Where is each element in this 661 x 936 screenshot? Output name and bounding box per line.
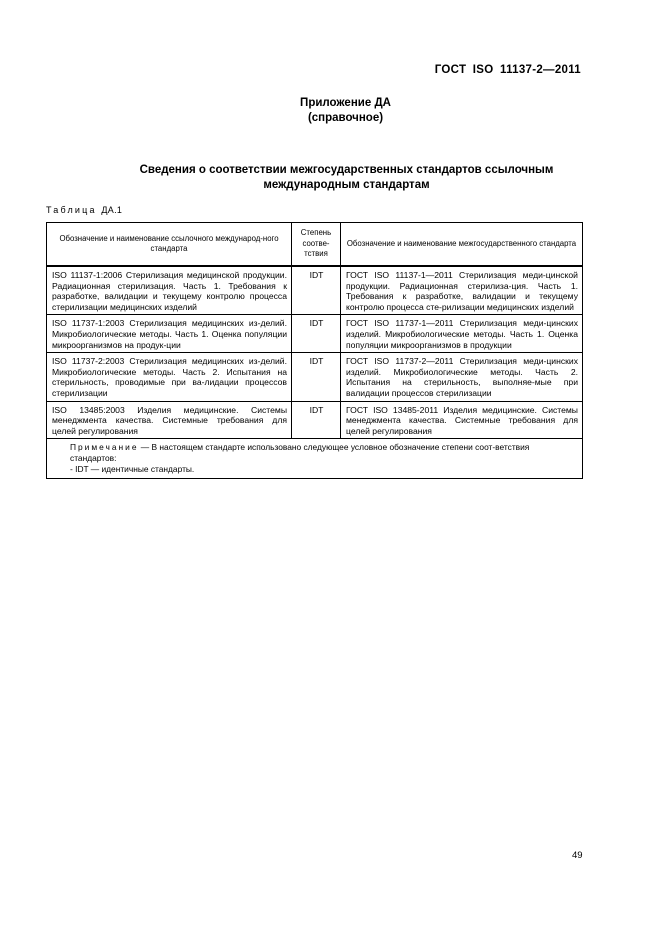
section-title-line1: Сведения о соответствии межгосударственных стандартов ссылочным — [139, 164, 554, 176]
document-code: ГОСТ ISO 11137-2—2011 — [434, 64, 581, 76]
page-number: 49 — [572, 850, 583, 861]
degree-cell: IDT — [292, 266, 341, 315]
international-standard-cell: ISO 13485:2003 Изделия медицинские. Системы менеджмента качества. Системные требования для целей регулирования — [47, 401, 292, 439]
header-interstate-standard: Обозначение и наименование межгосударственного стандарта — [341, 223, 583, 267]
interstate-standard-cell: ГОСТ ISO 11737-1—2011 Стерилизация меди-цинских изделий. Микробиологические методы. Часть 1. Оценка популяции микроорганизмов в продукции — [341, 315, 583, 353]
interstate-standard-cell: ГОСТ ISO 13485-2011 Изделия медицинские. Системы менеджмента качества. Системные требования для целей регулирования — [341, 401, 583, 439]
table-note-row — [47, 439, 583, 479]
section-title — [0, 163, 661, 193]
table-row — [47, 401, 583, 439]
degree-cell: IDT — [292, 353, 341, 401]
interstate-standard-cell: ГОСТ ISO 11137-1—2011 Стерилизация меди-цинской продукции. Радиационная стерилиза-ция. Часть 1. Требования к разработке, валидации и текущему контролю процесса сте-рилизации медицинских изделий — [341, 266, 583, 315]
annex-heading — [0, 96, 661, 126]
note-text: — В настоящем стандарте использовано следующее условное обозначение степени соот-ветствия стандартов: — [70, 442, 530, 463]
international-standard-cell: ISO 11737-2:2003 Стерилизация медицинских из-делий. Микробиологические методы. Часть 2. Испытания на стерильность, проводимые при ва-лидации процессов стерилизации — [47, 353, 292, 401]
international-standard-cell: ISO 11737-1:2003 Стерилизация медицинских из-делий. Микробиологические методы. Часть 1. Оценка популяции микроорганизмов на продук-ции — [47, 315, 292, 353]
note-label: Примечание — [70, 442, 139, 453]
header-degree-of-correspondence: Степень соотве-тствия — [292, 223, 341, 267]
table-row — [47, 315, 583, 353]
degree-cell: IDT — [292, 401, 341, 439]
standards-correspondence-table — [46, 222, 583, 479]
table-row — [47, 266, 583, 315]
note-item: - IDT — идентичные стандарты. — [70, 463, 195, 474]
table-caption-label: Таблица — [46, 205, 97, 215]
annex-title: Приложение ДА — [300, 97, 391, 109]
note-paragraph — [52, 442, 576, 463]
section-title-line2: международным стандартам — [263, 179, 430, 191]
degree-cell: IDT — [292, 315, 341, 353]
table-header-row — [47, 223, 583, 267]
table-note — [47, 439, 583, 479]
table-row — [47, 353, 583, 401]
table-caption — [46, 205, 122, 215]
annex-subtitle: (справочное) — [307, 112, 384, 124]
header-international-standard: Обозначение и наименование ссылочного международ-ного стандарта — [47, 223, 292, 267]
table-caption-number: ДА.1 — [101, 205, 123, 215]
international-standard-cell: ISO 11137-1:2006 Стерилизация медицинской продукции. Радиационная стерилизация. Часть 1. Требования к разработке, валидации и текущему контролю процесса стерилизации медицинских изделий — [47, 266, 292, 315]
interstate-standard-cell: ГОСТ ISO 11737-2—2011 Стерилизация меди-цинских изделий. Микробиологические методы. Часть 2. Испытания на стерильность, выполняе-мые при валидации процессов стерилизации — [341, 353, 583, 401]
